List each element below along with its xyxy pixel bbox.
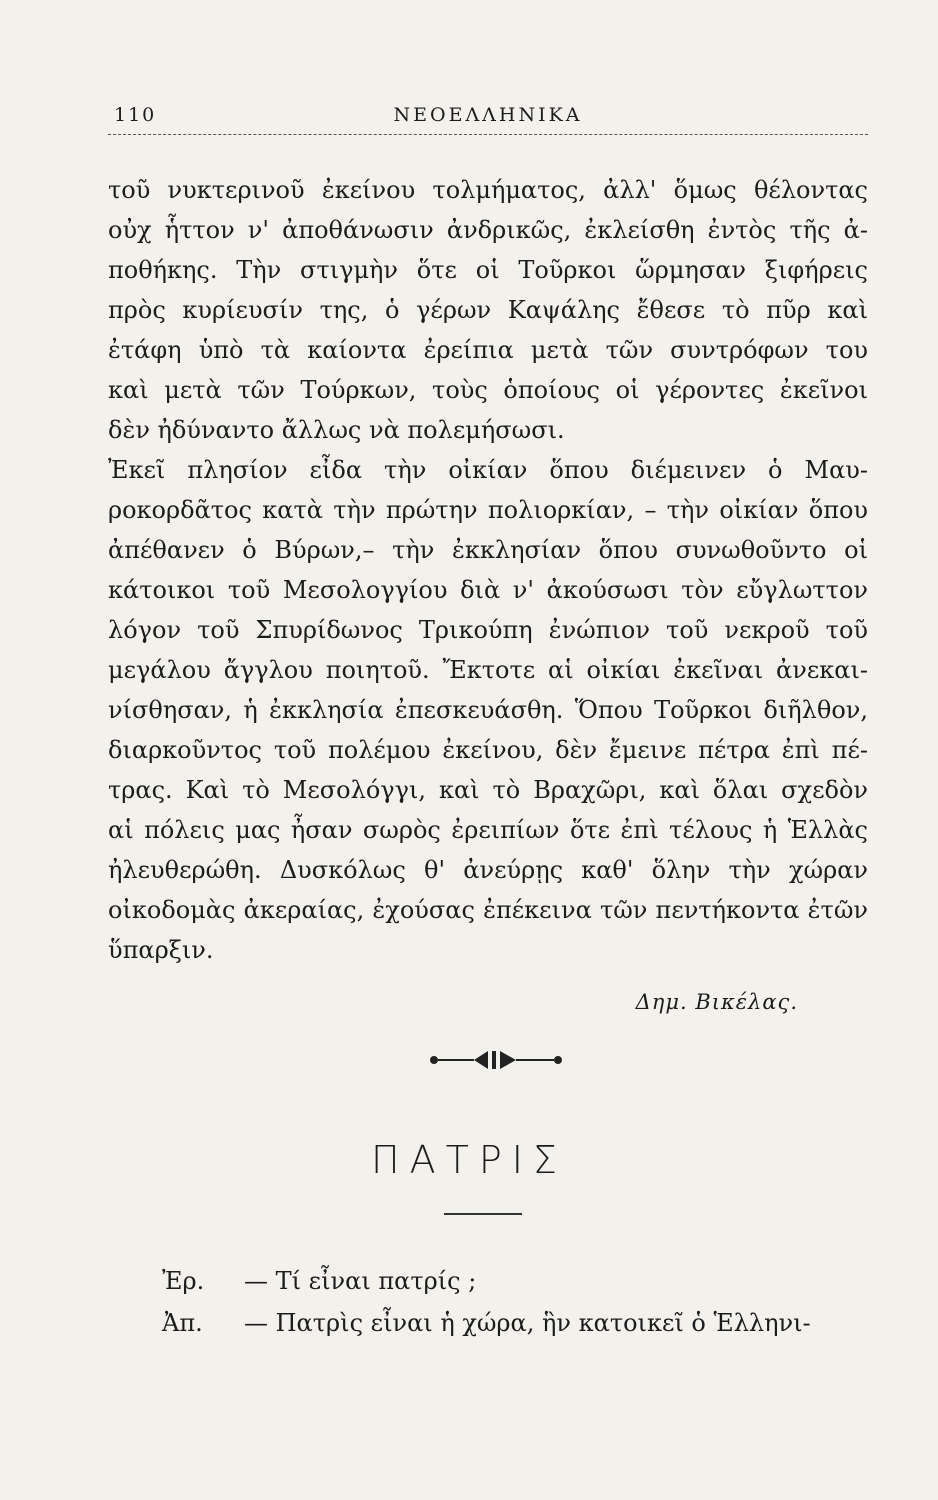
text-line: μεγάλου ἄγγλου ποιητοῦ. Ἔκτοτε αἱ οἰκίαι ἐκεῖναι ἀνεκαι- bbox=[108, 656, 868, 684]
text-line: ἀπέθανεν ὁ Βύρων,– τὴν ἐκκλησίαν ὅπου συνωθοῦντο οἱ bbox=[108, 536, 868, 564]
text-line: τρας. Καὶ τὸ Μεσολόγγι, καὶ τὸ Βραχῶρι, καὶ ὅλαι σχεδὸν bbox=[108, 776, 868, 804]
dialogue-text: — Πατρὶς εἶναι ἡ χώρα, ἣν κατοικεῖ ὁ Ἑλληνι- bbox=[244, 1309, 811, 1337]
text-line: νίσθησαν, ἡ ἐκκλησία ἐπεσκευάσθη. Ὅπου Τοῦρκοι διῆλθον, bbox=[108, 696, 868, 724]
text-line: οὐχ ἧττον ν' ἀποθάνωσιν ἀνδρικῶς, ἐκλείσθη ἐντὸς τῆς ἀ- bbox=[108, 216, 868, 244]
text-line: ἠλευθερώθη. Δυσκόλως θ' ἀνεύρῃς καθ' ὅλην τὴν χώραν bbox=[108, 856, 868, 884]
text-line: ἐτάφη ὑπὸ τὰ καίοντα ἐρείπια μετὰ τῶν συντρόφων του bbox=[108, 336, 868, 364]
ornament-divider bbox=[428, 1048, 564, 1072]
body-text bbox=[108, 170, 868, 970]
text-line: τοῦ νυκτερινοῦ ἐκείνου τολμήματος, ἀλλ' ὅμως θέλοντας bbox=[108, 176, 868, 204]
dialogue-line bbox=[162, 1260, 872, 1302]
text-line: δὲν ἠδύναντο ἄλλως νὰ πολεμήσωσι. bbox=[108, 416, 565, 444]
text-line: ὕπαρξιν. bbox=[108, 936, 214, 964]
dialogue-line bbox=[162, 1302, 872, 1344]
running-head bbox=[108, 98, 868, 138]
page-number: 110 bbox=[114, 104, 157, 126]
text-line: ροκορδᾶτος κατὰ τὴν πρώτην πολιορκίαν, – τὴν οἰκίαν ὅπου bbox=[108, 496, 868, 524]
speaker-label: Ἀπ. bbox=[162, 1309, 203, 1337]
text-line: διαρκοῦντος τοῦ πολέμου ἐκείνου, δὲν ἔμεινε πέτρα ἐπὶ πέ- bbox=[108, 736, 868, 764]
dialogue-text: — Τί εἶναι πατρίς ; bbox=[244, 1267, 477, 1295]
text-line: κάτοικοι τοῦ Μεσολογγίου διὰ ν' ἀκούσωσι τὸν εὔγλωττον bbox=[108, 576, 868, 604]
author-signature: Δημ. Βικέλας. bbox=[635, 990, 798, 1014]
text-line: οἰκοδομὰς ἀκεραίας, ἐχούσας ἐπέκεινα τῶν πεντήκοντα ἐτῶν bbox=[108, 896, 868, 924]
text-line: πρὸς κυρίευσίν της, ὁ γέρων Καψάλης ἔθεσε τὸ πῦρ καὶ bbox=[108, 296, 868, 324]
text-line: καὶ μετὰ τῶν Τούρκων, τοὺς ὁποίους οἱ γέροντες ἐκεῖνοι bbox=[108, 376, 868, 404]
section-title: ΠΑΤΡΙΣ bbox=[371, 1138, 567, 1182]
speaker-label: Ἐρ. bbox=[162, 1267, 205, 1295]
header-rule bbox=[108, 134, 868, 135]
text-line: αἱ πόλεις μας ἦσαν σωρὸς ἐρειπίων ὅτε ἐπὶ τέλους ἡ Ἑλλὰς bbox=[108, 816, 868, 844]
text-line: Ἐκεῖ πλησίον εἶδα τὴν οἰκίαν ὅπου διέμεινεν ὁ Μαυ- bbox=[108, 456, 868, 484]
dialogue bbox=[162, 1260, 872, 1344]
text-line: λόγον τοῦ Σπυρίδωνος Τρικούπη ἐνώπιον τοῦ νεκροῦ τοῦ bbox=[108, 616, 868, 644]
running-title: ΝΕΟΕΛΛΗΝΙΚΑ bbox=[393, 104, 583, 126]
title-rule bbox=[444, 1213, 522, 1215]
text-line: ποθήκης. Τὴν στιγμὴν ὅτε οἱ Τοῦρκοι ὥρμησαν ξιφήρεις bbox=[108, 256, 868, 284]
